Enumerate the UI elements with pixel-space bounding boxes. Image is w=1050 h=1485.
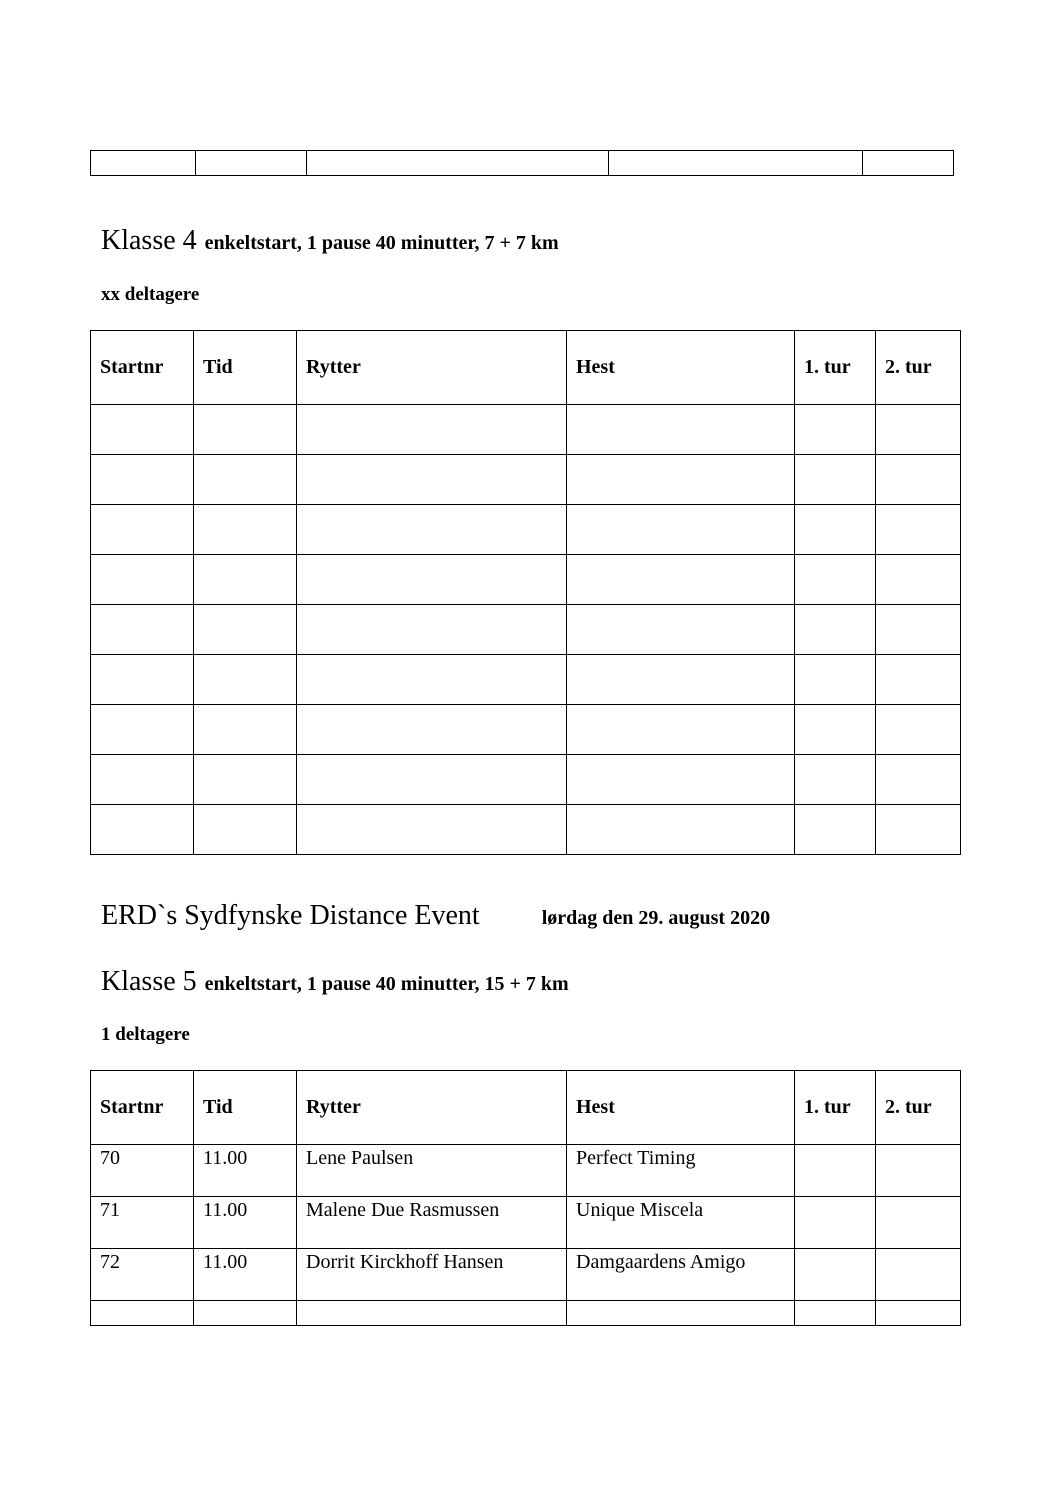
table-row — [91, 1249, 961, 1301]
klasse5-count: 1 deltagere — [101, 1024, 190, 1045]
column-header-rytter: Rytter — [297, 1071, 567, 1145]
klasse4-table — [90, 330, 961, 855]
table-row — [91, 505, 961, 555]
column-header-2-tur: 2. tur — [876, 331, 961, 405]
klasse4-description: enkeltstart, 1 pause 40 minutter, 7 + 7 km — [204, 232, 559, 254]
klasse4-count: xx deltagere — [101, 284, 200, 305]
table-row — [91, 1145, 961, 1197]
table-row — [91, 755, 961, 805]
cell-hest: Damgaardens Amigo — [567, 1249, 795, 1301]
cell-1-tur — [795, 1197, 876, 1249]
table-row — [91, 705, 961, 755]
cell-rytter: Malene Due Rasmussen — [297, 1197, 567, 1249]
klasse5-table — [90, 1070, 961, 1326]
table-row — [91, 1197, 961, 1249]
cell-startnr: 70 — [91, 1145, 194, 1197]
klasse4-heading — [101, 225, 559, 257]
cell-rytter: Lene Paulsen — [297, 1145, 567, 1197]
table-row — [91, 655, 961, 705]
column-header-1-tur: 1. tur — [795, 331, 876, 405]
column-header-2-tur: 2. tur — [876, 1071, 961, 1145]
column-header-hest: Hest — [567, 331, 795, 405]
klasse5-description: enkeltstart, 1 pause 40 minutter, 15 + 7 km — [204, 973, 569, 995]
cell-hest: Perfect Timing — [567, 1145, 795, 1197]
cell-1-tur — [795, 1145, 876, 1197]
klasse4-title: Klasse 4 — [101, 225, 197, 256]
column-header-rytter: Rytter — [297, 331, 567, 405]
table-row — [91, 151, 954, 176]
cell-rytter: Dorrit Kirckhoff Hansen — [297, 1249, 567, 1301]
event-date: lørdag den 29. august 2020 — [541, 907, 771, 929]
event-name: ERD`s Sydfynske Distance Event — [101, 900, 480, 931]
klasse5-title: Klasse 5 — [101, 966, 197, 997]
column-header-tid: Tid — [194, 331, 297, 405]
cell-tid: 11.00 — [194, 1145, 297, 1197]
column-header-tid: Tid — [194, 1071, 297, 1145]
table-row — [91, 1301, 961, 1326]
klasse4-header-row — [91, 331, 961, 405]
cell-2-tur — [876, 1249, 961, 1301]
event-heading — [101, 900, 770, 932]
previous-table-fragment — [90, 150, 954, 176]
table-row — [91, 555, 961, 605]
column-header-1-tur: 1. tur — [795, 1071, 876, 1145]
klasse5-heading — [101, 966, 569, 998]
cell-startnr: 72 — [91, 1249, 194, 1301]
cell-2-tur — [876, 1145, 961, 1197]
table-row — [91, 805, 961, 855]
table-row — [91, 605, 961, 655]
klasse5-header-row — [91, 1071, 961, 1145]
cell-startnr: 71 — [91, 1197, 194, 1249]
cell-hest: Unique Miscela — [567, 1197, 795, 1249]
cell-1-tur — [795, 1249, 876, 1301]
cell-2-tur — [876, 1197, 961, 1249]
table-row — [91, 455, 961, 505]
cell-tid: 11.00 — [194, 1249, 297, 1301]
column-header-startnr: Startnr — [91, 1071, 194, 1145]
column-header-startnr: Startnr — [91, 331, 194, 405]
cell-tid: 11.00 — [194, 1197, 297, 1249]
table-row — [91, 405, 961, 455]
column-header-hest: Hest — [567, 1071, 795, 1145]
